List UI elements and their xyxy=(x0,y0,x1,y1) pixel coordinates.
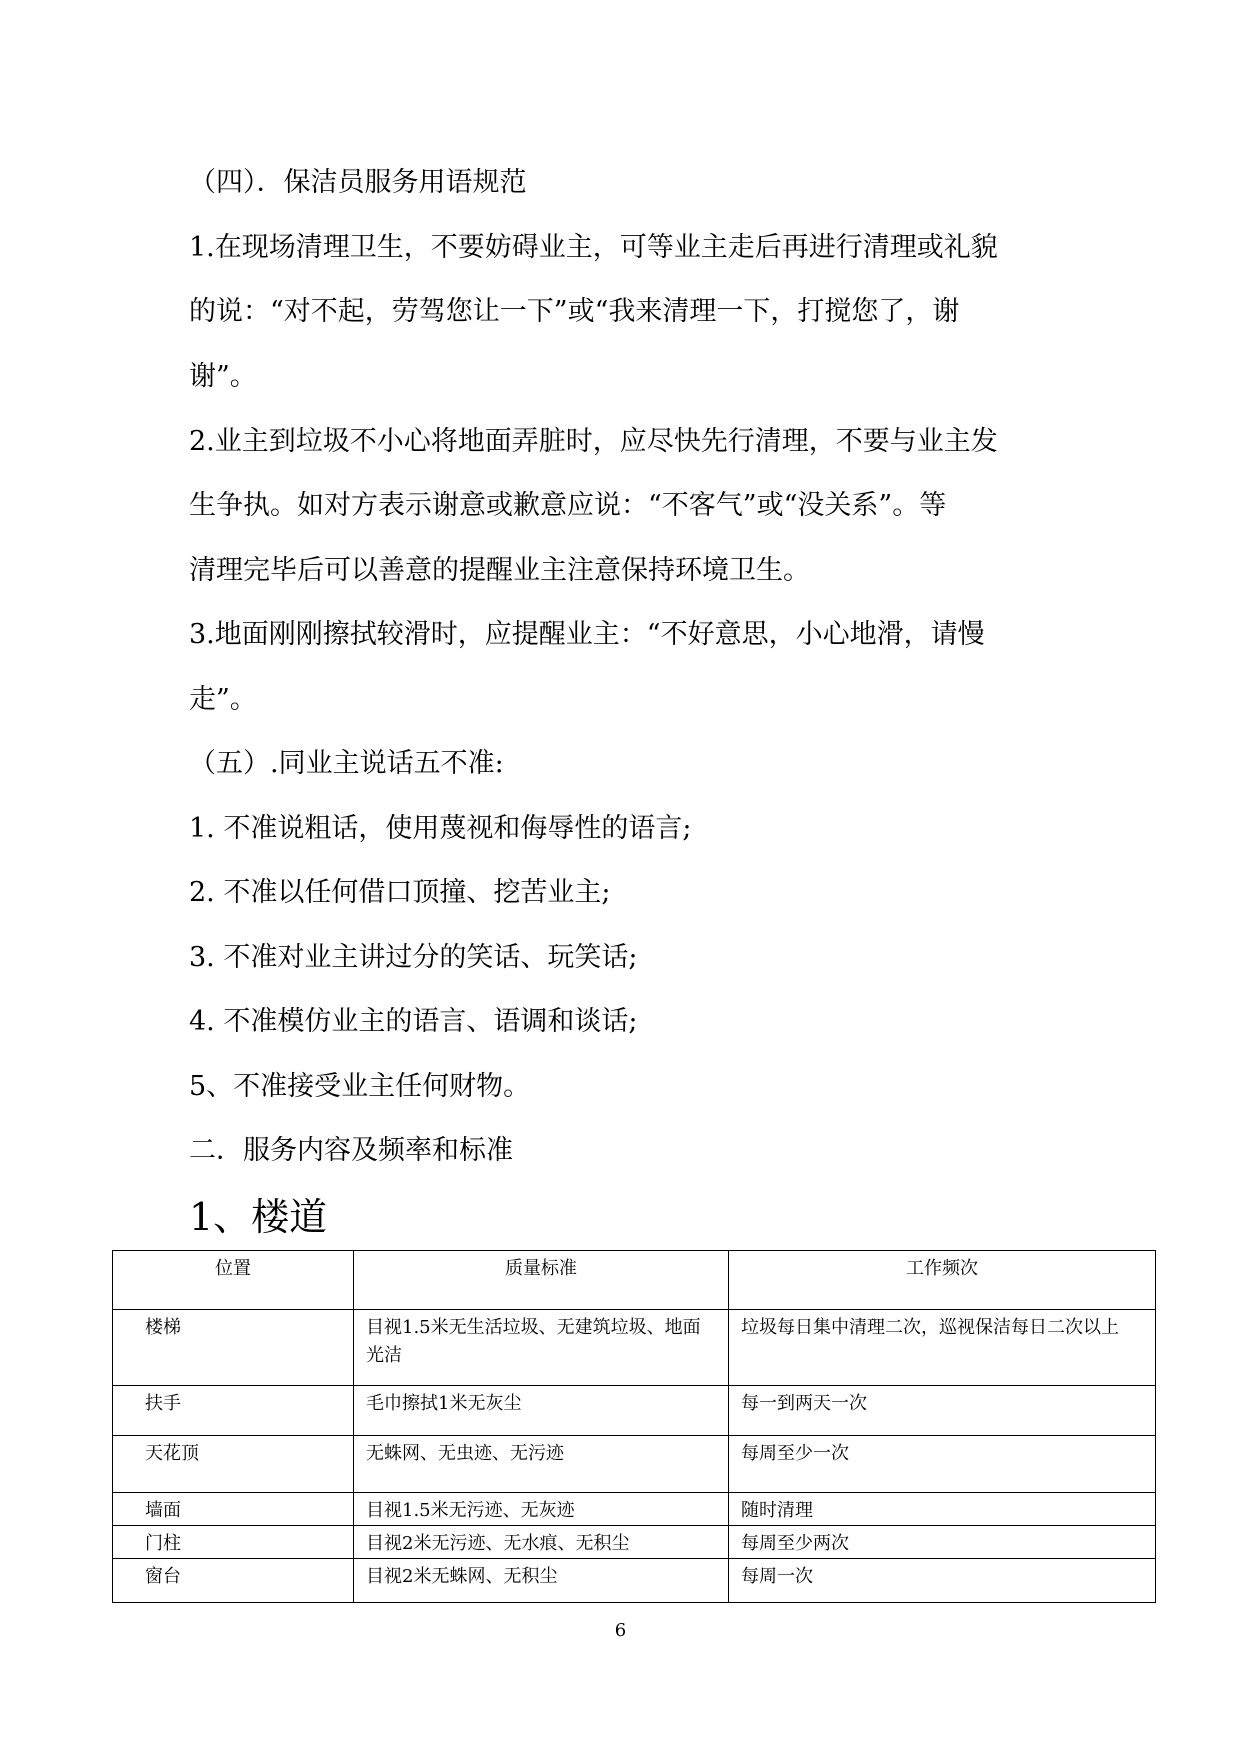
list-item: 3. 不准对业主讲过分的笑话、玩笑话; xyxy=(189,942,638,973)
paragraph-line: 清理完毕后可以善意的提醒业主注意保持环境卫生。 xyxy=(189,555,810,586)
cell-standard: 目视1.5米无生活垃圾、无建筑垃圾、地面光洁 xyxy=(354,1310,729,1386)
header-position: 位置 xyxy=(113,1251,354,1310)
list-item: 2. 不准以任何借口顶撞、挖苦业主; xyxy=(189,877,611,908)
list-item: 1. 不准说粗话，使用蔑视和侮辱性的语言; xyxy=(189,813,692,844)
cell-position: 扶手 xyxy=(113,1386,354,1436)
cell-standard: 毛巾擦拭1米无灰尘 xyxy=(354,1386,729,1436)
cell-position: 窗台 xyxy=(113,1559,354,1603)
subsection-title-corridor: 1、楼道 xyxy=(189,1195,328,1239)
table-row xyxy=(113,1493,1156,1526)
page-number: 6 xyxy=(614,1620,627,1641)
table-row xyxy=(113,1559,1156,1603)
cell-frequency: 每周一次 xyxy=(729,1559,1156,1603)
cell-standard: 目视1.5米无污迹、无灰迹 xyxy=(354,1493,729,1526)
cell-frequency: 每一到两天一次 xyxy=(729,1386,1156,1436)
cell-standard: 无蛛网、无虫迹、无污迹 xyxy=(354,1436,729,1493)
cell-frequency: 垃圾每日集中清理二次，巡视保洁每日二次以上 xyxy=(729,1310,1156,1386)
table-row xyxy=(113,1386,1156,1436)
cell-position: 门柱 xyxy=(113,1526,354,1559)
paragraph-line: 1.在现场清理卫生，不要妨碍业主，可等业主走后再进行清理或礼貌 xyxy=(189,232,998,263)
list-item: 4. 不准模仿业主的语言、语调和谈话; xyxy=(189,1006,638,1037)
paragraph-line: 的说：“对不起，劳驾您让一下”或“我来清理一下，打搅您了，谢 xyxy=(189,296,960,327)
cell-frequency: 随时清理 xyxy=(729,1493,1156,1526)
cleaning-standards-table xyxy=(112,1250,1156,1603)
cell-position: 楼梯 xyxy=(113,1310,354,1386)
cell-standard: 目视2米无蛛网、无积尘 xyxy=(354,1559,729,1603)
section-heading-five-prohibitions: （五）.同业主说话五不准: xyxy=(189,748,504,779)
cell-position: 天花顶 xyxy=(113,1436,354,1493)
paragraph-line: 2.业主到垃圾不小心将地面弄脏时，应尽快先行清理，不要与业主发 xyxy=(189,426,998,457)
cell-frequency: 每周至少两次 xyxy=(729,1526,1156,1559)
header-quality-standard: 质量标准 xyxy=(354,1251,729,1310)
header-frequency: 工作频次 xyxy=(729,1251,1156,1310)
table-row xyxy=(113,1526,1156,1559)
part-heading-service-content: 二．服务内容及频率和标准 xyxy=(189,1135,513,1166)
paragraph-line: 生争执。如对方表示谢意或歉意应说：“不客气”或“没关系”。等 xyxy=(189,490,947,521)
paragraph-line: 谢”。 xyxy=(189,361,257,392)
table-row xyxy=(113,1436,1156,1493)
cell-standard: 目视2米无污迹、无水痕、无积尘 xyxy=(354,1526,729,1559)
list-item: 5、不准接受业主任何财物。 xyxy=(189,1071,531,1102)
cell-position: 墙面 xyxy=(113,1493,354,1526)
paragraph-line: 走”。 xyxy=(189,684,257,715)
cell-frequency: 每周至少一次 xyxy=(729,1436,1156,1493)
paragraph-line: 3.地面刚刚擦拭较滑时，应提醒业主：“不好意思，小心地滑，请慢 xyxy=(189,619,985,650)
section-heading-service-language: （四）．保洁员服务用语规范 xyxy=(189,167,527,198)
table-row xyxy=(113,1310,1156,1386)
table-header-row xyxy=(113,1251,1156,1310)
